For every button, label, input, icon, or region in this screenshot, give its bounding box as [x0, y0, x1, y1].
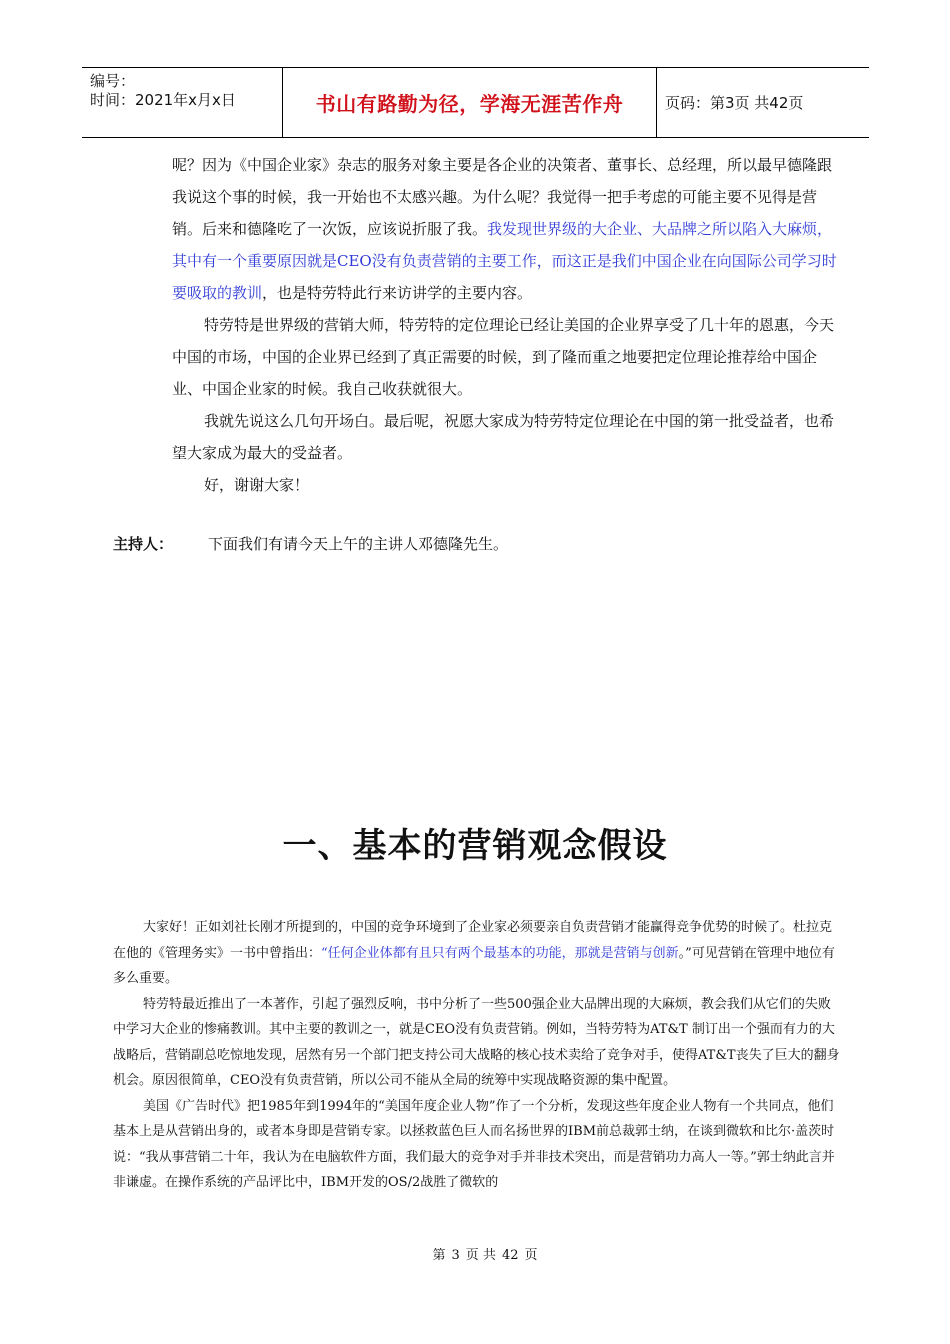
paragraph — [113, 1094, 840, 1196]
paragraph-text: ，也是特劳特此行来访讲学的主要内容。 — [262, 284, 533, 302]
paragraph — [172, 469, 840, 501]
paragraph-text: 好，谢谢大家！ — [204, 476, 310, 494]
section-body — [113, 915, 840, 1196]
date-label: 时间：2021年x月x日 — [90, 91, 236, 109]
paragraph-text: 特劳特是世界级的营销大师，特劳特的定位理论已经让美国的企业界享受了几十年的恩惠，今天中国的市场，中国的企业界已经到了真正需要的时候，到了隆而重之地要把定位理论推荐给中国企业、中国企业家的时候。我自己收获就很大。 — [172, 316, 835, 398]
footer-suffix: 页 — [524, 1248, 538, 1263]
header-meta — [82, 68, 283, 137]
footer-mid: 页 共 — [465, 1248, 496, 1263]
paragraph-text: 美国《广告时代》把1985年到1994年的“美国年度企业人物”作了一个分析，发现这些年度企业人物有一个共同点，他们基本上是从营销出身的，或者本身即是营销专家。以拯救蓝色巨人而名扬世界的IBM前总裁郭士纳，在谈到微软和比尔·盖茨时说：“我从事营销二十年，我认为在电脑软件方面，我们最大的竞争对手并非技术突出，而是营销功力高人一等。”郭士纳此言并非谦虚。在操作系统的产品评比中，IBM开发的OS/2战胜了微软的 — [113, 1098, 835, 1190]
footer-prefix: 第 — [432, 1248, 446, 1263]
paragraph-text: 特劳特最近推出了一本著作，引起了强烈反响，书中分析了一些500强企业大品牌出现的大麻烦，教会我们从它们的失败中学习大企业的惨痛教训。其中主要的教训之一，就是CEO没有负责营销。例如，当特劳特为AT&T 制订出一个强而有力的大战略后，营销副总吃惊地发现，居然有另一个部门把支持公司大战略的核心技术卖给了竞争对手，使得AT&T丧失了巨大的翻身机会。原因很简单，CEO没有负责营销，所以公司不能从全局的统筹中实现战略资源的集中配置。 — [113, 996, 840, 1088]
header-page-info: 页码：第3页 共42页 — [665, 94, 804, 112]
host-line — [113, 530, 508, 558]
host-text: 下面我们有请今天上午的主讲人邓德隆先生。 — [208, 535, 509, 553]
paragraph — [172, 405, 840, 469]
paragraph — [172, 309, 840, 405]
paragraph — [172, 149, 840, 309]
footer-page: 3 — [451, 1248, 460, 1263]
paragraph — [113, 915, 840, 992]
section-title: 一、基本的营销观念假设 — [282, 826, 668, 866]
highlighted-text: “任何企业体都有且只有两个最基本的功能，那就是营销与创新 — [321, 945, 679, 961]
document-header — [82, 67, 869, 138]
page-footer — [0, 1244, 950, 1263]
host-label: 主持人： — [113, 535, 174, 553]
number-label: 编号： — [90, 72, 136, 90]
paragraph — [113, 992, 840, 1094]
header-motto: 书山有路勤为径，学海无涯苦作舟 — [283, 68, 657, 137]
paragraph-text: 我就先说这么几句开场白。最后呢，祝愿大家成为特劳特定位理论在中国的第一批受益者，也希望大家成为最大的受益者。 — [172, 412, 835, 462]
paragraph-text: 。”可见营销在管理中地位有多么重要。 — [113, 945, 835, 986]
highlighted-text: 我发现世界级的大企业、大品牌之所以陷入大麻烦，其中有一个重要原因就是CEO没有负责营销的主要工作，而这正是我们中国企业在向国际公司学习时要吸取的教训 — [172, 220, 837, 302]
paragraph-text: 大家好！正如刘社长刚才所提到的，中国的竞争环境到了企业家必须要亲自负责营销才能赢得竞争优势的时候了。杜拉克在他的《管理务实》一书中曾指出： — [113, 920, 833, 961]
paragraph-text: 呢？因为《中国企业家》杂志的服务对象主要是各企业的决策者、董事长、总经理，所以最早德隆跟我说这个事的时候，我一开始也不太感兴趣。为什么呢？我觉得一把手考虑的可能主要不见得是营销。后来和德隆吃了一次饭，应该说折服了我。 — [172, 156, 833, 238]
footer-total: 42 — [501, 1248, 519, 1263]
intro-text — [172, 149, 840, 501]
